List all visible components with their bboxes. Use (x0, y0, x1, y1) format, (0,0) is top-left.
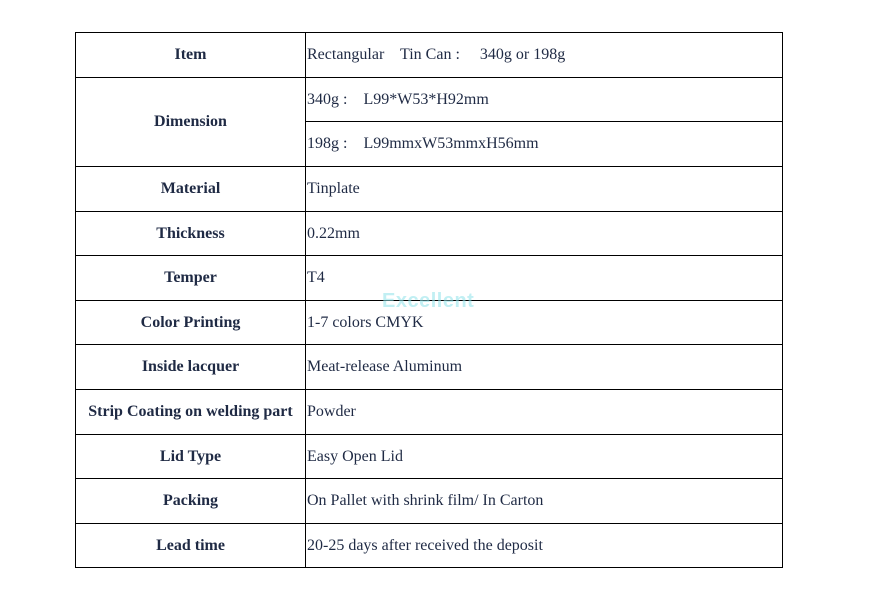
row-value: 20-25 days after received the deposit (306, 524, 783, 568)
table-row (76, 524, 783, 568)
row-label: Lid Type (76, 435, 306, 479)
table-row (76, 390, 783, 435)
row-value: 1-7 colors CMYK (306, 301, 783, 345)
table-row (76, 479, 783, 524)
table-row (76, 78, 783, 122)
table-row (76, 435, 783, 479)
row-label: Material (76, 167, 306, 212)
row-label: Thickness (76, 212, 306, 256)
row-value: Powder (306, 390, 783, 435)
row-label: Inside lacquer (76, 345, 306, 390)
table-row (76, 33, 783, 78)
row-value: 0.22mm (306, 212, 783, 256)
row-value: On Pallet with shrink film/ In Carton (306, 479, 783, 524)
row-label: Item (76, 33, 306, 78)
row-label: Temper (76, 256, 306, 301)
row-value: Easy Open Lid (306, 435, 783, 479)
row-value: Rectangular Tin Can : 340g or 198g (306, 33, 783, 78)
row-label: Strip Coating on welding part (76, 390, 306, 435)
row-value: T4 (306, 256, 783, 301)
table-row (76, 345, 783, 390)
row-value: Meat-release Aluminum (306, 345, 783, 390)
row-value: 340g : L99*W53*H92mm (306, 78, 783, 122)
table-row (76, 167, 783, 212)
row-value: Tinplate (306, 167, 783, 212)
watermark-text: Excellent (382, 290, 475, 312)
row-label: Color Printing (76, 301, 306, 345)
table-row (76, 212, 783, 256)
row-value: 198g : L99mmxW53mmxH56mm (306, 122, 783, 167)
row-label: Lead time (76, 524, 306, 568)
row-label: Packing (76, 479, 306, 524)
row-label: Dimension (76, 78, 306, 167)
